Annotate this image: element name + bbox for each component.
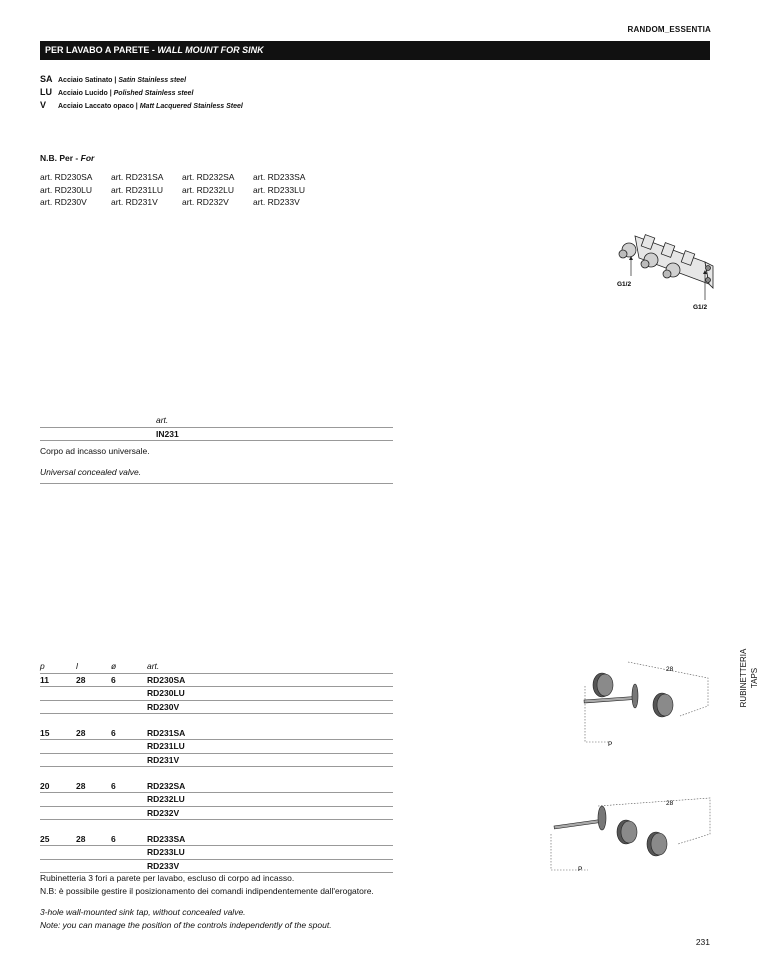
header-art: art. (147, 661, 160, 671)
nb-article: art. RD231LU (111, 184, 163, 195)
side-label-text (738, 645, 760, 711)
nb-article-grid (40, 171, 324, 209)
finish-name-it: Acciaio Lucido | (58, 90, 114, 97)
taps-table (40, 660, 393, 873)
nb-article: art. RD232V (182, 197, 229, 207)
taps-desc-en-line2: Note: you can manage the position of the controls independently of the spout. (40, 919, 332, 930)
header-diameter: ø (111, 661, 117, 671)
table-row (40, 860, 393, 874)
side-category-label (738, 645, 762, 717)
nb-row (40, 171, 324, 184)
dim-length: 28 (666, 666, 674, 673)
tap-figure-2 (548, 792, 718, 876)
finish-name-it: Acciaio Satinato | (58, 77, 119, 84)
cell-p: 11 (40, 674, 49, 685)
table-row (40, 701, 393, 715)
dim-projection: P (578, 866, 583, 873)
cell-diameter: 6 (111, 780, 116, 791)
nb-title-en: For (80, 153, 95, 163)
cell-art: RD232LU (147, 794, 185, 804)
page-number: 231 (695, 937, 710, 947)
nb-title (40, 153, 94, 163)
table-header-row (40, 660, 393, 674)
table-spacer (40, 820, 393, 833)
header-l: l (76, 661, 78, 671)
nb-article: art. RD231V (111, 197, 158, 207)
nb-row (40, 196, 324, 209)
nb-article: art. RD230LU (40, 184, 92, 195)
section-title-bar (40, 41, 710, 60)
valve-body-drawing (619, 235, 713, 288)
valve-code: IN231 (156, 428, 179, 439)
nb-article: art. RD230SA (40, 172, 93, 182)
header-p: p (40, 661, 45, 671)
nb-title-it: N.B. Per - (40, 153, 81, 163)
finish-code: SA (40, 74, 53, 84)
brand-name: RANDOM_ESSENTIA (627, 25, 711, 34)
table-row (40, 428, 393, 442)
nb-row (40, 184, 324, 197)
section-title-en: WALL MOUNT FOR SINK (157, 45, 264, 55)
valve-desc-it: Corpo ad incasso universale. (40, 446, 150, 456)
table-row (40, 833, 393, 847)
taps-desc-en-line1: 3-hole wall-mounted sink tap, without concealed valve. (40, 907, 246, 917)
taps-desc-en (40, 906, 420, 931)
nb-article: art. RD233SA (253, 172, 306, 182)
nb-article: art. RD233V (253, 197, 300, 207)
nb-article: art. RD232LU (182, 184, 234, 195)
tap-drawing (584, 673, 673, 717)
cell-p: 20 (40, 780, 50, 791)
finish-row (40, 73, 243, 86)
cell-art: RD230SA (147, 674, 186, 685)
tap-figure-1 (580, 656, 715, 752)
cell-art: RD232V (147, 807, 180, 818)
finish-row (40, 86, 243, 99)
table-spacer (40, 767, 393, 780)
table-row (40, 780, 393, 794)
side-label-line1: RUBINETTERIA (739, 648, 748, 708)
dim-length: 28 (666, 800, 674, 807)
concealed-valve-figure (605, 222, 715, 314)
cell-art: RD233V (147, 860, 180, 871)
table-row (40, 793, 393, 807)
valve-desc-en: Universal concealed valve. (40, 467, 142, 477)
cell-l: 28 (76, 674, 86, 685)
table-row (40, 807, 393, 821)
section-title-it: PER LAVABO A PARETE - (45, 45, 158, 55)
table-header-row (40, 414, 393, 428)
valve-table (40, 414, 393, 441)
nb-article: art. RD230V (40, 197, 87, 207)
finishes-legend (40, 73, 243, 112)
valve-label-left: G1/2 (617, 281, 632, 288)
cell-art: RD231V (147, 754, 180, 765)
finish-name-en: Satin Stainless steel (118, 77, 187, 84)
taps-desc-it (40, 872, 420, 897)
nb-article: art. RD232SA (182, 172, 235, 182)
cell-art: RD231LU (147, 741, 185, 751)
taps-desc-it-line1: Rubinetteria 3 fori a parete per lavabo, escluso di corpo ad incasso. (40, 873, 295, 883)
nb-article: art. RD231SA (111, 172, 164, 182)
valve-label-right: G1/2 (693, 304, 708, 311)
cell-diameter: 6 (111, 833, 116, 844)
cell-art: RD230V (147, 701, 180, 712)
table-spacer (40, 714, 393, 727)
finish-code: V (40, 100, 47, 110)
cell-diameter: 6 (111, 727, 116, 738)
cell-l: 28 (76, 833, 86, 844)
table-row (40, 754, 393, 768)
finish-name-en: Polished Stainless steel (113, 90, 194, 97)
cell-p: 25 (40, 833, 50, 844)
table-row (40, 727, 393, 741)
finish-name-it: Acciaio Laccato opaco | (58, 103, 140, 110)
finish-code: LU (40, 87, 52, 97)
dim-projection: P (608, 741, 613, 748)
table-row (40, 846, 393, 860)
cell-p: 15 (40, 727, 50, 738)
header-art: art. (156, 415, 169, 425)
cell-art: RD232SA (147, 780, 186, 791)
cell-art: RD233LU (147, 847, 185, 857)
cell-l: 28 (76, 727, 86, 738)
nb-article: art. RD233LU (253, 184, 305, 195)
table-row (40, 674, 393, 688)
cell-art: RD233SA (147, 833, 186, 844)
cell-art: RD231SA (147, 727, 186, 738)
taps-desc-it-line2: N.B: è possibile gestire il posizionamento dei comandi indipendentemente dall'erogatore. (40, 885, 374, 896)
table-row (40, 687, 393, 701)
finish-row (40, 99, 243, 112)
side-label-line2: TAPS (750, 667, 759, 689)
cell-diameter: 6 (111, 674, 116, 685)
finish-name-en: Matt Lacquered Stainless Steel (139, 103, 243, 110)
divider (40, 483, 393, 484)
cell-art: RD230LU (147, 688, 185, 698)
cell-l: 28 (76, 780, 86, 791)
table-row (40, 740, 393, 754)
tap-drawing (554, 806, 667, 856)
